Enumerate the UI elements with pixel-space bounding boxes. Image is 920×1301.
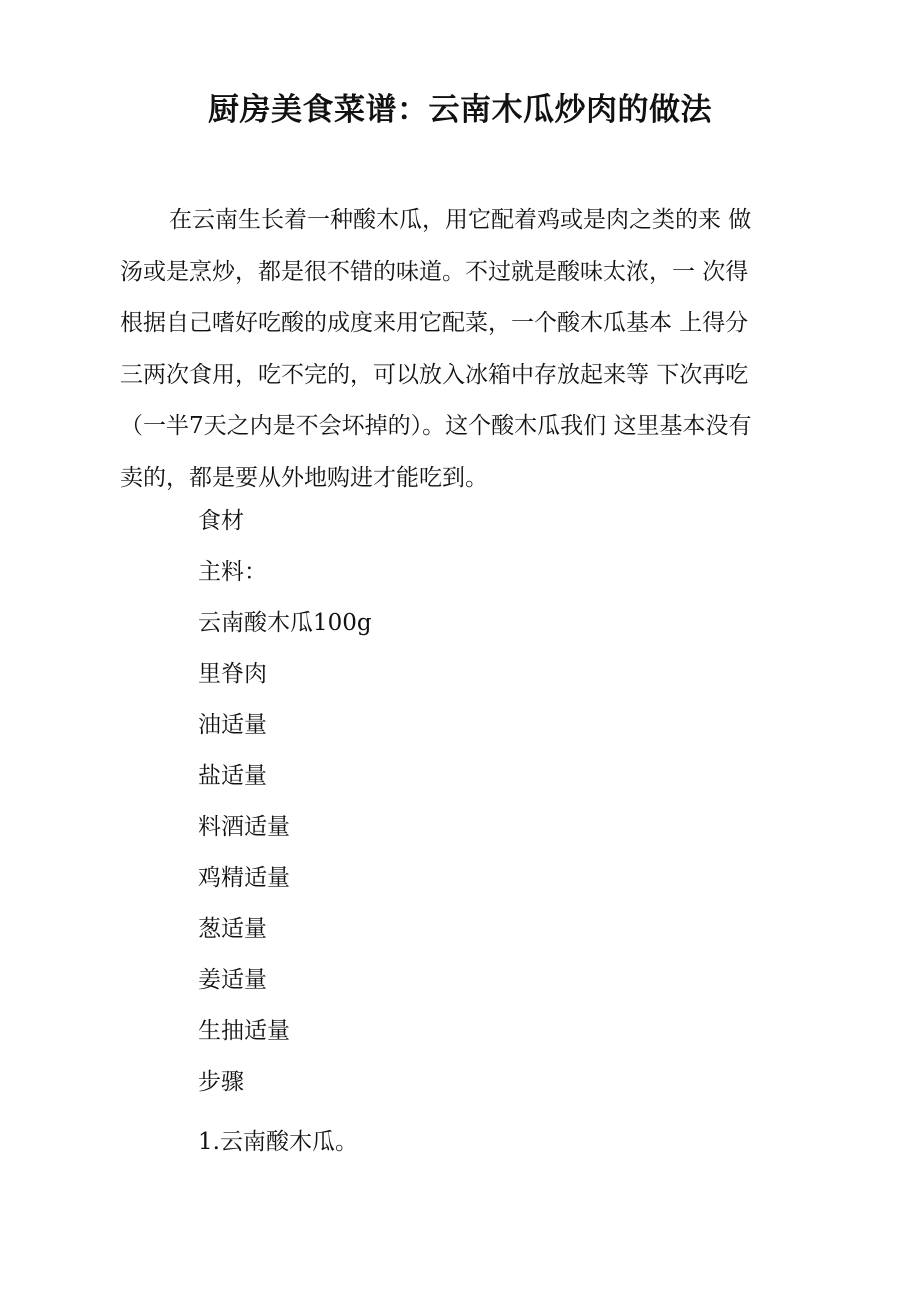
ingredient-item: 葱适量 [198, 916, 267, 942]
main-ingredients-label: 主料： [198, 559, 267, 585]
intro-line: 在云南生长着一种酸木瓜，用它配着鸡或是肉之类的来 做 [169, 207, 752, 233]
intro-line: 三两次食用，吃不完的，可以放入冰箱中存放起来等 下次再吃 [120, 361, 749, 388]
steps-heading: 步骤 [198, 1069, 244, 1095]
page-title: 厨房美食菜谱：云南木瓜炒肉的做法 [208, 92, 712, 128]
ingredient-item: 生抽适量 [198, 1018, 290, 1044]
intro-line: 汤或是烹炒，都是很不错的味道。不过就是酸味太浓，一 次得 [120, 258, 749, 285]
ingredient-item: 云南酸木瓜100g [198, 610, 372, 636]
recipe-list [198, 499, 372, 1171]
ingredients-heading: 食材 [198, 508, 244, 534]
intro-line: 卖的，都是要从外地购进才能吃到。 [120, 464, 488, 491]
ingredient-item: 料酒适量 [198, 814, 290, 840]
intro-paragraph [120, 195, 800, 504]
intro-line: （一半7天之内是不会坏掉的）。这个酸木瓜我们 这里基本没有 [120, 413, 752, 439]
ingredient-item: 里脊肉 [198, 661, 267, 687]
ingredient-item: 盐适量 [198, 763, 267, 789]
intro-line: 根据自己嗜好吃酸的成度来用它配菜，一个酸木瓜基本 上得分 [120, 310, 749, 336]
ingredient-item: 姜适量 [198, 967, 267, 993]
step-item: 1.云南酸木瓜。 [198, 1129, 358, 1155]
ingredient-item: 油适量 [198, 712, 267, 738]
ingredient-item: 鸡精适量 [198, 865, 290, 891]
